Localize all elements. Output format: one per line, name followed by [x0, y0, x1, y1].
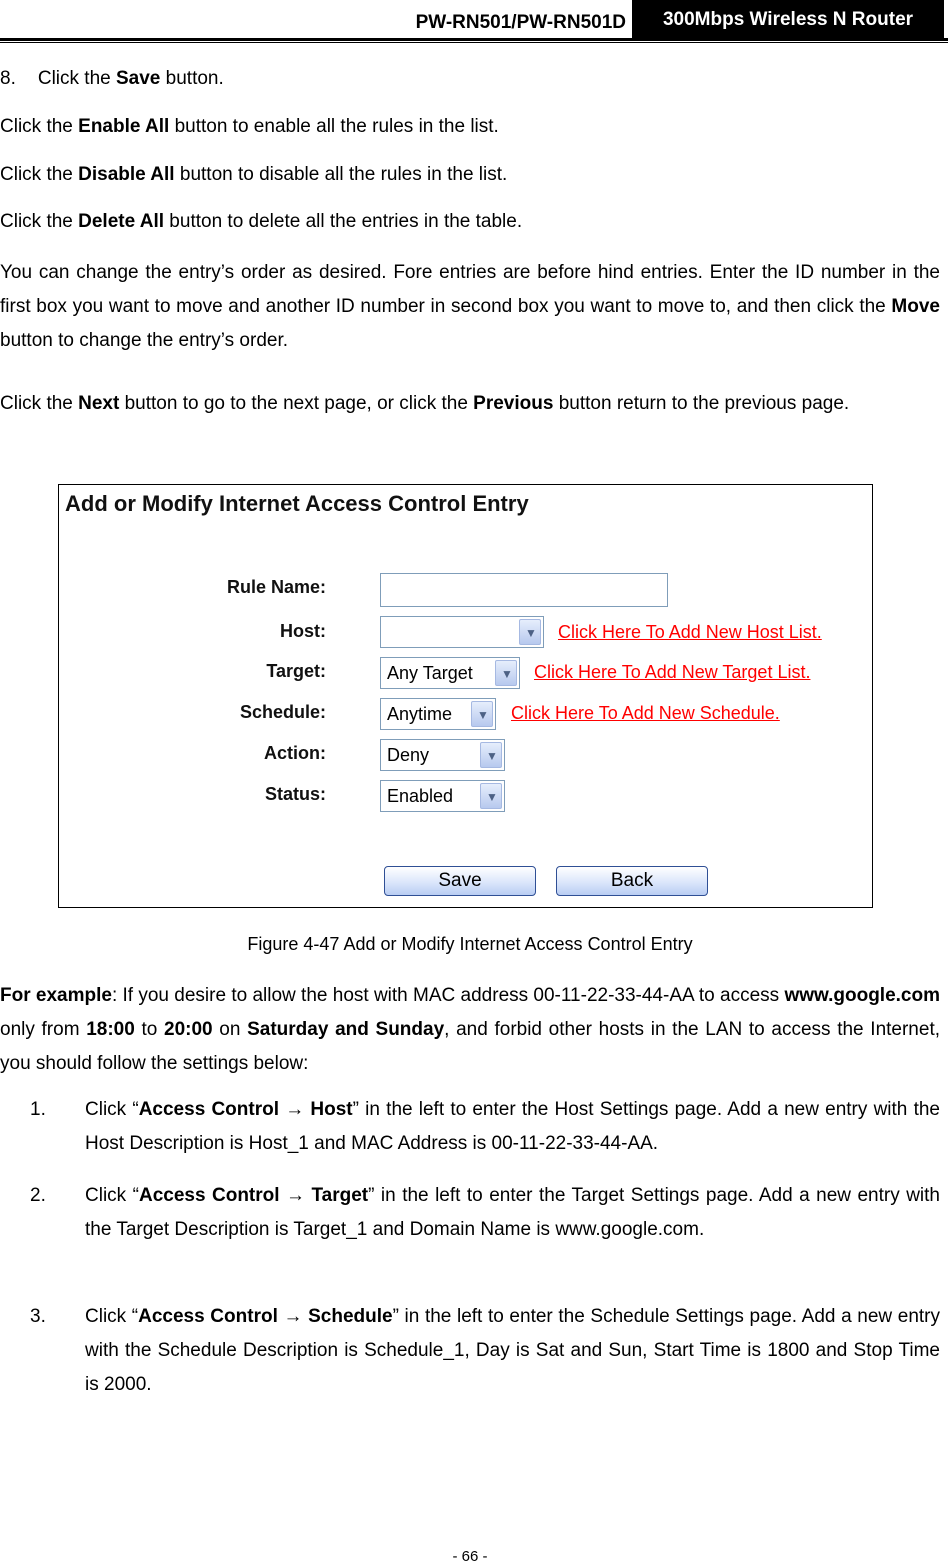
next-term: Next: [78, 393, 120, 414]
step-2-text: Click “Access Control → Target” in the left to enter the Target Settings page. Add a new entry with the Target Description is Target_1 and Domain Name is www.google.com.: [85, 1185, 940, 1240]
previous-term: Previous: [473, 393, 554, 414]
google-domain-term: www.google.com: [784, 985, 940, 1006]
page-number: - 66 -: [452, 1548, 488, 1565]
save-button[interactable]: Save: [384, 866, 536, 896]
form-title: Add or Modify Internet Access Control Entry: [65, 491, 529, 516]
step-1-number: 1.: [30, 1099, 46, 1120]
step-8-number: 8.: [0, 68, 16, 89]
start-time-term: 18:00: [86, 1019, 135, 1040]
enable-all-term: Enable All: [78, 116, 170, 137]
host-label: Host:: [280, 621, 326, 641]
add-schedule-link[interactable]: Click Here To Add New Schedule.: [511, 703, 780, 723]
target-select[interactable]: [380, 657, 520, 689]
figure-access-control-entry: [58, 484, 873, 908]
schedule-label: Schedule:: [239, 702, 326, 722]
rule-name-label: Rule Name:: [226, 577, 326, 597]
rule-name-input[interactable]: [380, 573, 668, 607]
chevron-down-icon: ▼: [519, 619, 541, 645]
days-term: Saturday and Sunday: [247, 1019, 445, 1040]
step-2-number: 2.: [30, 1185, 46, 1206]
target-select-value: Any Target: [387, 663, 473, 683]
paragraph-example: For example: If you desire to allow the host with MAC address 00-11-22-33-44-AA to access www.google.com only from 18:00 to 20:00 on Saturday and Sunday, and forbid other hosts in the LAN to access the Internet, you should follow the settings below:: [0, 985, 941, 1074]
schedule-select-value: Anytime: [387, 704, 453, 724]
figure-caption: Figure 4-47 Add or Modify Internet Access Control Entry: [247, 934, 693, 954]
target-label: Target:: [266, 661, 326, 681]
back-button[interactable]: Back: [556, 866, 708, 896]
save-term: Save: [116, 68, 161, 89]
chevron-down-icon: ▼: [471, 701, 493, 727]
status-select[interactable]: [380, 780, 505, 812]
for-example-term: For example: [0, 985, 112, 1006]
add-target-link[interactable]: Click Here To Add New Target List.: [534, 662, 811, 682]
header-rule: [0, 38, 948, 41]
disable-all-term: Disable All: [78, 164, 175, 185]
paragraph-disable-all: Click the Disable All button to disable all the rules in the list.: [0, 164, 508, 185]
step-1-text: Click “Access Control → Host” in the left to enter the Host Settings page. Add a new entry with the Host Description is Host_1 and MAC Address is 00-11-22-33-44-AA.: [85, 1099, 940, 1154]
arrow-right-icon: →: [279, 1099, 311, 1120]
step-8: 8. Click the Save button.: [0, 68, 224, 89]
paragraph-enable-all: Click the Enable All button to enable all the rules in the list.: [0, 116, 499, 137]
add-host-link[interactable]: Click Here To Add New Host List.: [558, 622, 822, 642]
host-select[interactable]: [380, 616, 544, 648]
action-select[interactable]: [380, 739, 505, 771]
header-rule-thin: [0, 42, 948, 43]
status-select-value: Enabled: [387, 786, 454, 806]
status-label: Status:: [264, 784, 326, 804]
paragraph-next-previous: Click the Next button to go to the next page, or click the Previous button return to the previous page.: [0, 393, 850, 414]
model-name: PW-RN501/PW-RN501D: [415, 12, 626, 33]
arrow-right-icon: →: [277, 1306, 309, 1327]
paragraph-delete-all: Click the Delete All button to delete all the entries in the table.: [0, 211, 523, 232]
chevron-down-icon: ▼: [480, 742, 502, 768]
paragraph-move: You can change the entry’s order as desired. Fore entries are before hind entries. Enter the ID number in the first box you want to move and another ID number in second box you want to move to, and then click the Move button to change the entry’s order.: [0, 262, 940, 351]
arrow-right-icon: →: [279, 1185, 312, 1206]
chevron-down-icon: ▼: [495, 660, 517, 686]
step-3-number: 3.: [30, 1306, 46, 1327]
action-label: Action:: [264, 743, 326, 763]
chevron-down-icon: ▼: [480, 783, 502, 809]
product-name-badge: 300Mbps Wireless N Router: [632, 0, 944, 38]
schedule-select[interactable]: [380, 698, 496, 730]
action-select-value: Deny: [387, 745, 430, 765]
delete-all-term: Delete All: [78, 211, 165, 232]
page-header: [0, 0, 948, 42]
stop-time-term: 20:00: [164, 1019, 213, 1040]
step-3-text: Click “Access Control → Schedule” in the left to enter the Schedule Settings page. Add a new entry with the Schedule Description is Schedule_1, Day is Sat and Sun, Start Time is 1800 and Stop Time is 2000.: [85, 1306, 940, 1395]
move-term: Move: [891, 296, 940, 317]
